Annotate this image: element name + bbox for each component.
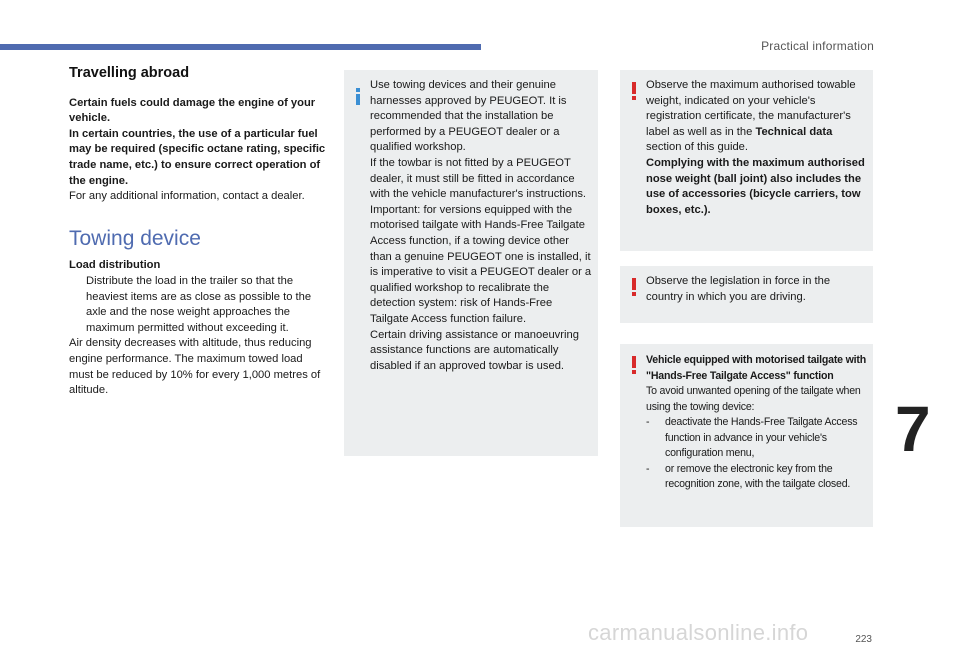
warning-box-3-text <box>646 353 867 493</box>
technical-data-link-text: Technical data <box>755 125 833 138</box>
left-column <box>69 66 327 399</box>
travelling-abroad-heading: Travelling abroad <box>69 65 190 81</box>
info-icon <box>353 88 363 105</box>
hands-free-tailgate-title: Vehicle equipped with motorised tailgate with "Hands-Free Tailgate Access" function <box>646 354 866 382</box>
fuel-warning-text: Certain fuels could damage the engine of your vehicle. In certain countries, the use of a particular fuel may be required (specific octane rating, specific trade name, etc.) to ensure correct operation of the engine. <box>69 96 326 187</box>
load-distribution-bullet <box>69 274 327 336</box>
towable-weight-text: Observe the maximum authorised towable weight, indicated on your vehicle's registration certificate, the manufacturer's label as well as in the <box>646 79 856 138</box>
air-density-text: Air density decreases with altitude, thus reducing engine performance. The maximum towed load must be reduced by 10% for every 1,000 metres of altitude. <box>69 337 321 397</box>
legislation-text: Observe the legislation in force in the country in which you are driving. <box>646 275 831 303</box>
list-item-text: deactivate the Hands-Free Tailgate Access function in advance in your vehicle's configuration menu, <box>665 416 858 459</box>
list-item <box>646 415 867 462</box>
chapter-number: 7 <box>895 393 931 465</box>
warning-box-towable-weight <box>620 70 873 251</box>
warning-box-legislation <box>620 266 873 323</box>
warning-icon <box>629 82 639 99</box>
warning-box-1-text <box>646 78 867 218</box>
info-box <box>344 70 598 456</box>
contact-dealer-text: For any additional information, contact a dealer. <box>69 190 305 203</box>
load-distribution-heading: Load distribution <box>69 259 161 272</box>
list-item-text: or remove the electronic key from the recognition zone, with the tailgate closed. <box>665 462 851 490</box>
section-title: Practical information <box>761 39 874 53</box>
header-accent-bar <box>0 44 481 50</box>
hands-free-tailgate-intro: To avoid unwanted opening of the tailgate when using the towing device: <box>646 385 861 413</box>
nose-weight-note: Complying with the maximum authorised nose weight (ball joint) also includes the use of accessories (bicycle carriers, tow boxes, etc.). <box>646 156 865 216</box>
list-item <box>646 462 867 493</box>
warning-icon <box>629 278 639 295</box>
bullet-marker <box>69 274 86 336</box>
warning-box-hands-free-tailgate <box>620 344 873 527</box>
dash-marker: - <box>646 416 650 428</box>
page-number: 223 <box>855 634 872 645</box>
towing-device-heading: Towing device <box>69 226 201 250</box>
watermark: carmanualsonline.info <box>588 620 809 645</box>
warning-icon <box>629 356 639 373</box>
dash-marker: - <box>646 462 650 475</box>
info-box-text: Use towing devices and their genuine harnesses approved by PEUGEOT. It is recommended that the installation be performed by a PEUGEOT dealer or a qualified workshop. If the towbar is not fitted by a PEUGEOT dealer, it must still be fitted in accordance with the vehicle manufacturer's instructions. Important: for versions equipped with the motorised tailgate with Hands-Free Tailgate Access function, if a towing device other than a genuine PEUGEOT one is installed, it is imperative to visit a PEUGEOT dealer or a qualified workshop to recalibrate the detection system: risk of Hands-Free Tailgate Access function failure. Certain driving assistance or manoeuvring assistance functions are automatically disabled if an approved towbar is used. <box>370 79 592 372</box>
guide-section-text: section of this guide. <box>646 141 748 154</box>
bullet-text: Distribute the load in the trailer so that the heaviest items are as close as possible to the axle and the nose weight approaches the maximum permitted without exceeding it. <box>86 274 312 334</box>
